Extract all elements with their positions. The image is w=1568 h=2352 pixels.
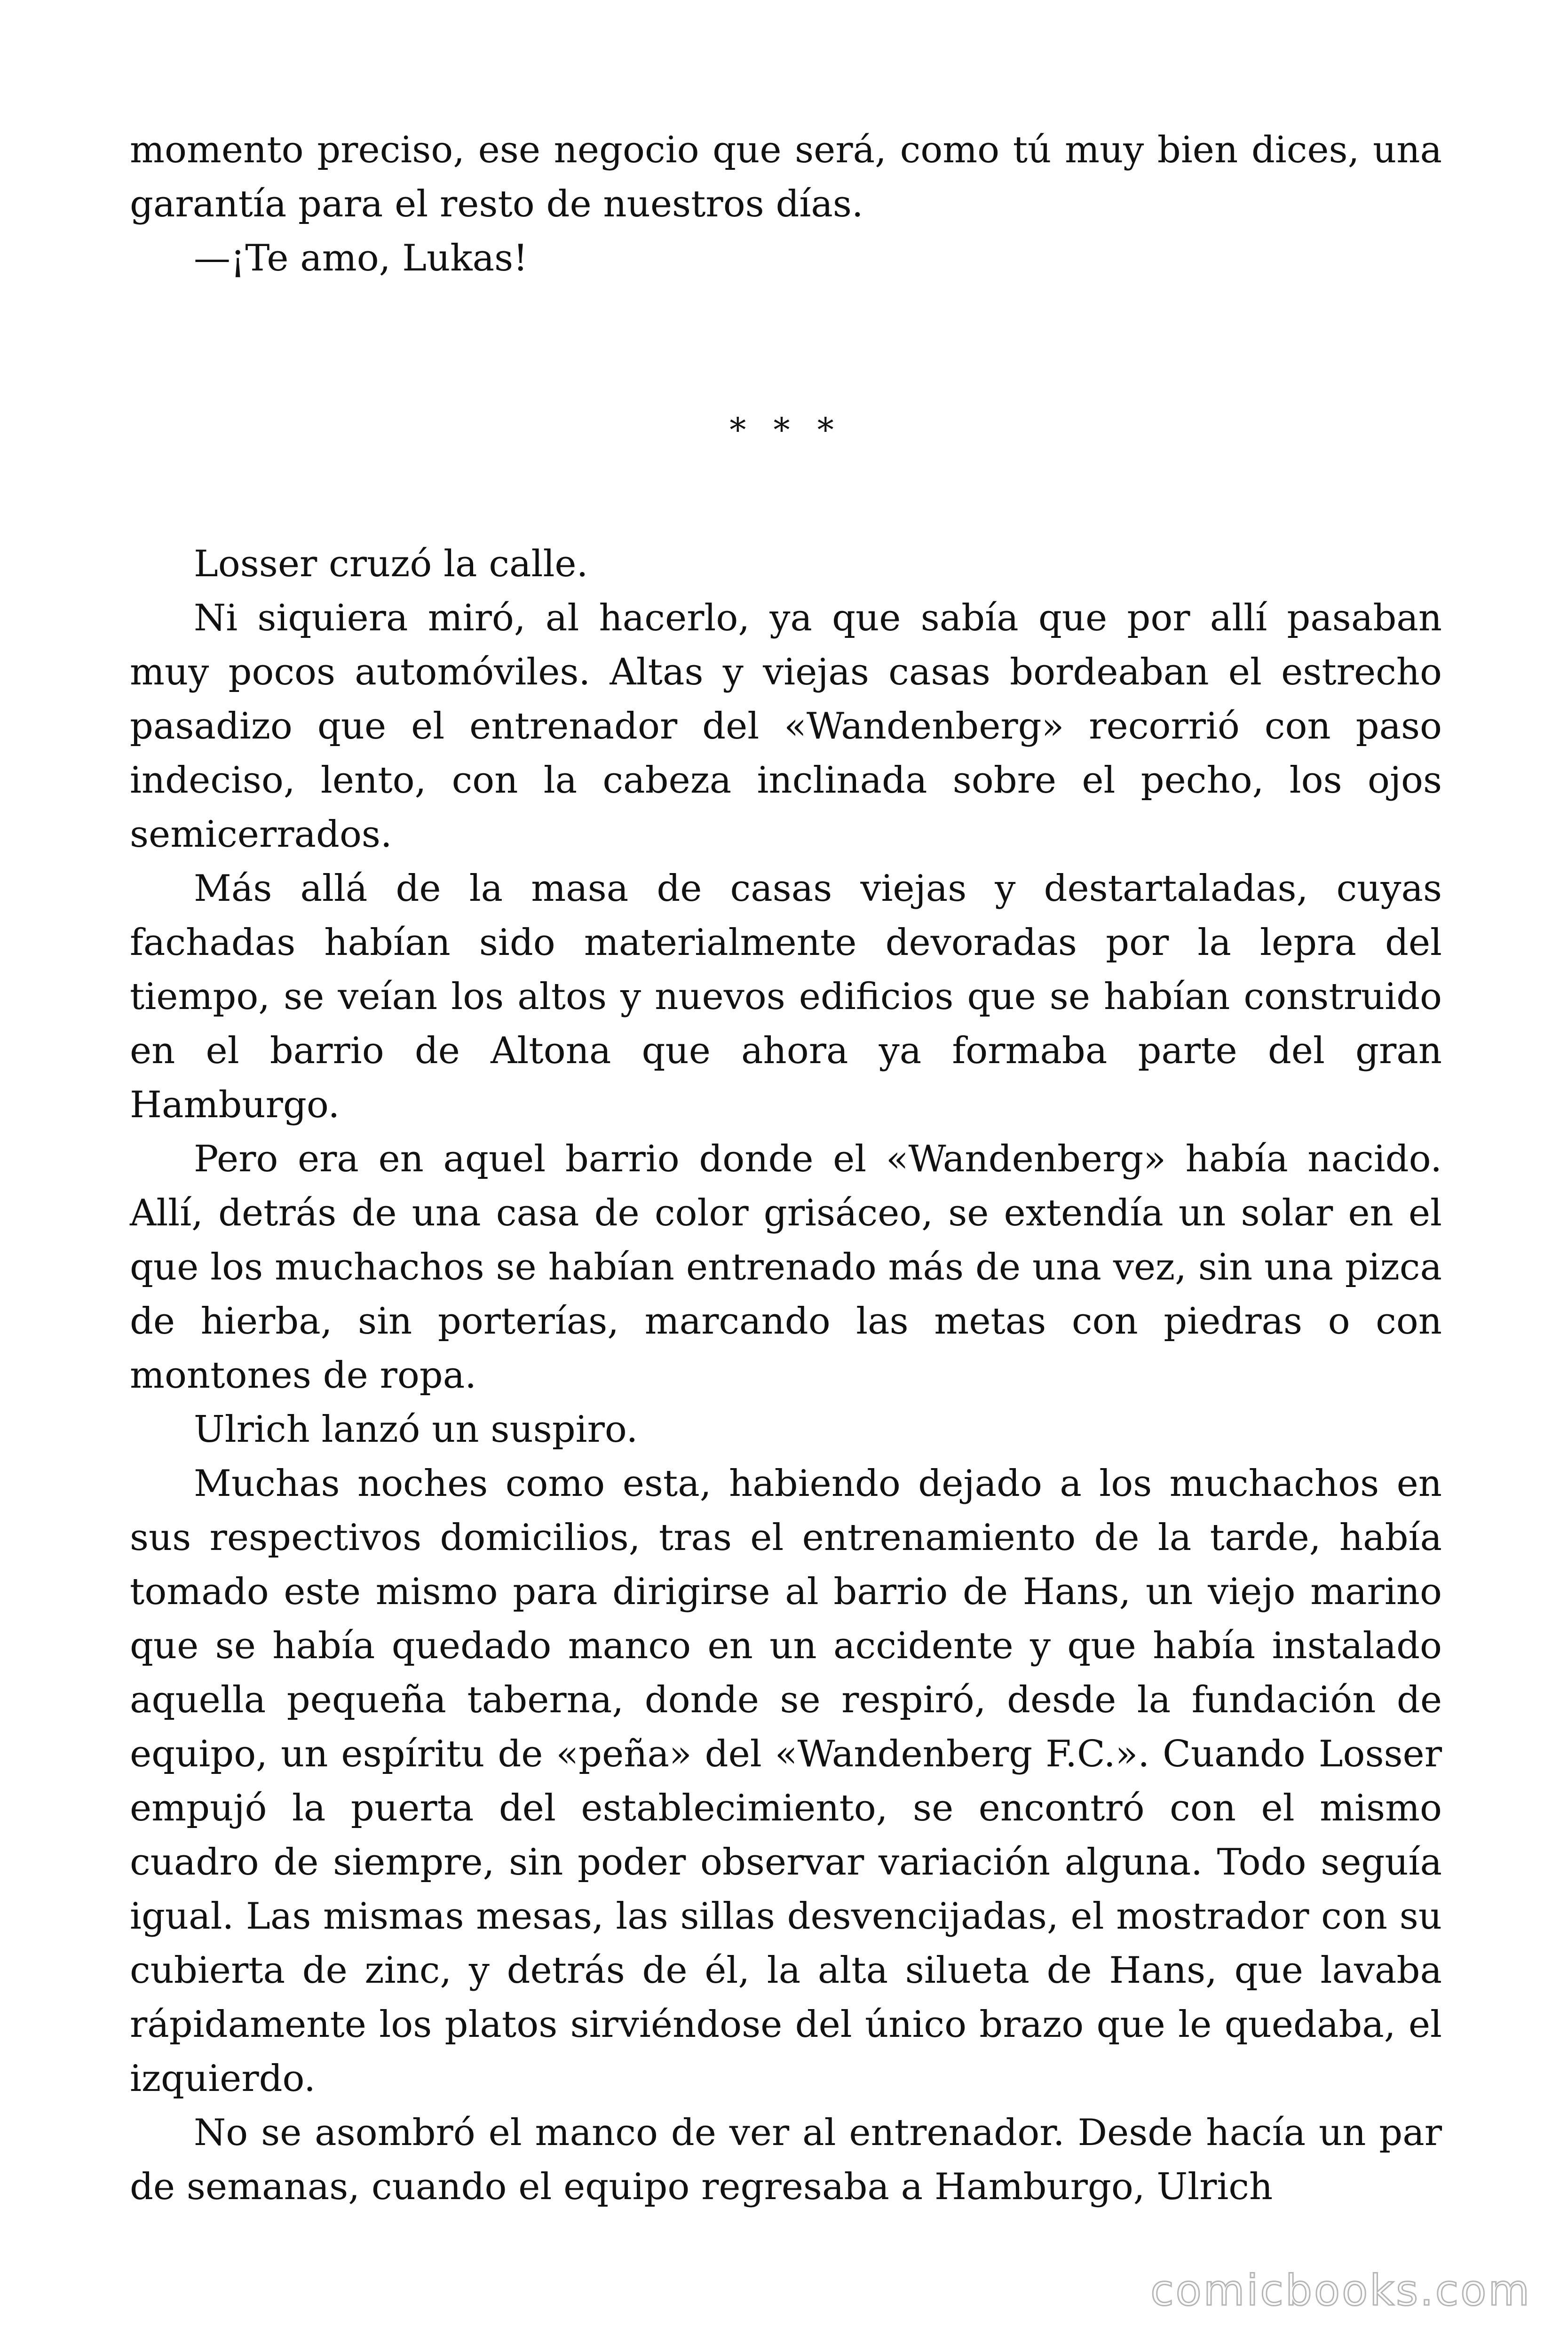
section-separator: * * * xyxy=(729,411,842,449)
watermark-logo: comicbooks.com xyxy=(1150,2266,1531,2315)
paragraph: No se asombró el manco de ver al entrenador. Desde hacía un par de semanas, cuando el equipo regresaba a Hamburgo, Ulrich xyxy=(130,2112,1442,2208)
paragraph-continued: momento preciso, ese negocio que será, como tú muy bien dices, una garantía para el resto de nuestros días. xyxy=(130,129,1442,225)
paragraph: Ulrich lanzó un suspiro. xyxy=(194,1408,638,1451)
paragraph: Más allá de la masa de casas viejas y destartaladas, cuyas fachadas habían sido materialmente devoradas por la lepra del tiempo, se veían los altos y nuevos edificios que se habían construido en el barrio de Altona que ahora ya formaba parte del gran Hamburgo. xyxy=(130,867,1442,1126)
paragraph: Losser cruzó la calle. xyxy=(194,543,588,585)
paragraph-dialogue: —¡Te amo, Lukas! xyxy=(194,237,528,279)
paragraph: Muchas noches como esta, habiendo dejado a los muchachos en sus respectivos domicilios, tras el entrenamiento de la tarde, había tomado este mismo para dirigirse al barrio de Hans, un viejo marino que se había quedado manco en un accidente y que había instalado aquella pequeña taberna, donde se respiró, desde la fundación de equipo, un espíritu de «peña» del «Wandenberg F.C.». Cuando Losser empujó la puerta del establecimiento, se encontró con el mismo cuadro de siempre, sin poder observar variación alguna. Todo seguía igual. Las mismas mesas, las sillas desvencijadas, el mostrador con su cubierta de zinc, y detrás de él, la alta silueta de Hans, que lavaba rápidamente los platos sirviéndose del único brazo que le quedaba, el izquierdo. xyxy=(130,1462,1442,2100)
paragraph: Ni siquiera miró, al hacerlo, ya que sabía que por allí pasaban muy pocos automóviles. Altas y viejas casas bordeaban el estrecho pasadizo que el entrenador del «Wandenberg» recorrió con paso indeciso, lento, con la cabeza inclinada sobre el pecho, los ojos semicerrados. xyxy=(130,597,1442,856)
book-page xyxy=(130,123,1442,2214)
paragraph: Pero era en aquel barrio donde el «Wandenberg» había nacido. Allí, detrás de una casa de color grisáceo, se extendía un solar en el que los muchachos se habían entrenado más de una vez, sin una pizca de hierba, sin porterías, marcando las metas con piedras o con montones de ropa. xyxy=(130,1138,1442,1397)
